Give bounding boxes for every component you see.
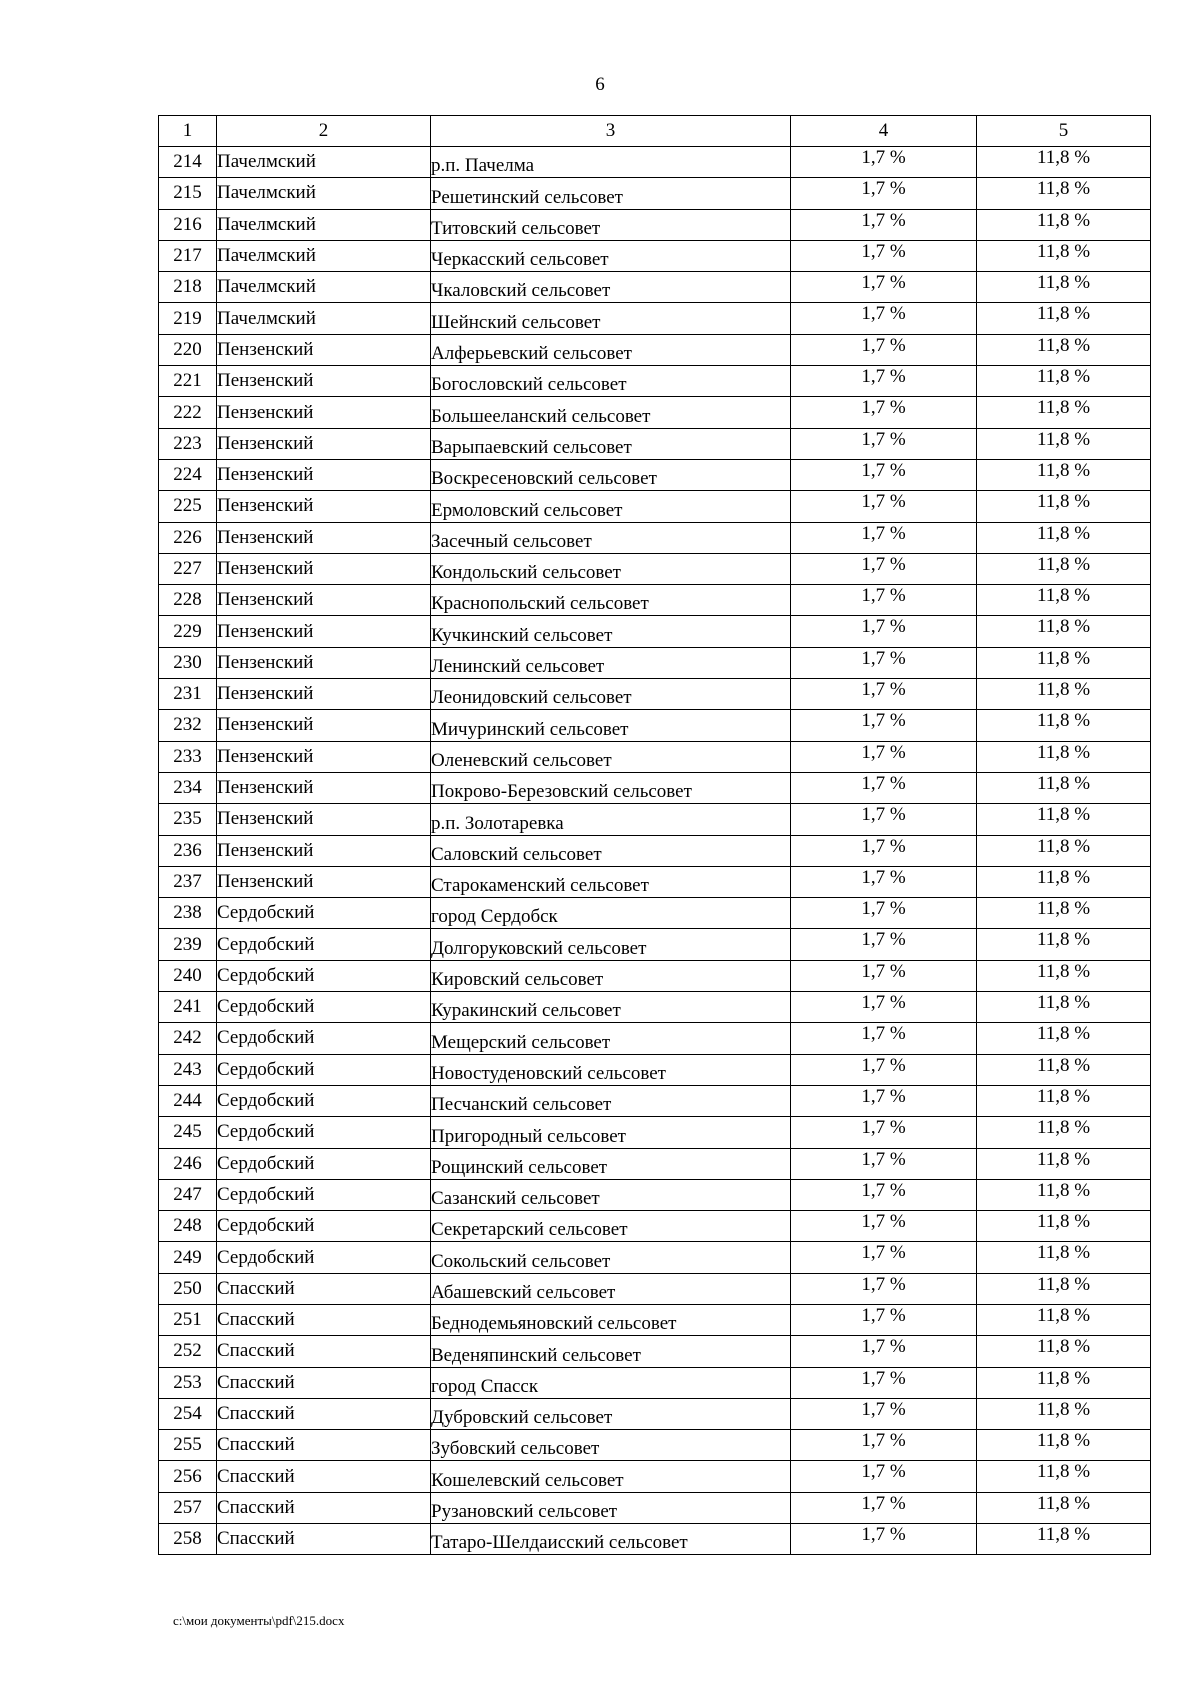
value-col-4: 1,7 % bbox=[791, 459, 977, 490]
value-col-5: 11,8 % bbox=[977, 1273, 1151, 1304]
row-number: 234 bbox=[159, 772, 217, 803]
row-number: 231 bbox=[159, 679, 217, 710]
district-cell: Пензенский bbox=[217, 428, 431, 459]
value-col-5: 11,8 % bbox=[977, 1304, 1151, 1335]
settlement-cell: Покрово-Березовский сельсовет bbox=[431, 772, 791, 803]
table-row bbox=[159, 647, 1151, 678]
settlement-cell: Сазанский сельсовет bbox=[431, 1179, 791, 1210]
row-number: 248 bbox=[159, 1211, 217, 1242]
settlement-cell: Варыпаевский сельсовет bbox=[431, 428, 791, 459]
district-cell: Сердобский bbox=[217, 992, 431, 1023]
value-col-5: 11,8 % bbox=[977, 272, 1151, 303]
row-number: 229 bbox=[159, 616, 217, 647]
row-number: 238 bbox=[159, 898, 217, 929]
value-col-4: 1,7 % bbox=[791, 1492, 977, 1523]
value-col-5: 11,8 % bbox=[977, 1179, 1151, 1210]
row-number: 258 bbox=[159, 1524, 217, 1555]
district-cell: Пензенский bbox=[217, 710, 431, 741]
value-col-5: 11,8 % bbox=[977, 147, 1151, 178]
settlement-cell: Сокольский сельсовет bbox=[431, 1242, 791, 1273]
table-row bbox=[159, 428, 1151, 459]
settlement-cell: Веденяпинский сельсовет bbox=[431, 1336, 791, 1367]
table-row bbox=[159, 1461, 1151, 1492]
header-col-2: 2 bbox=[217, 116, 431, 147]
row-number: 217 bbox=[159, 240, 217, 271]
settlement-cell: Богословский сельсовет bbox=[431, 366, 791, 397]
value-col-5: 11,8 % bbox=[977, 1054, 1151, 1085]
value-col-5: 11,8 % bbox=[977, 679, 1151, 710]
settlement-cell: Абашевский сельсовет bbox=[431, 1273, 791, 1304]
district-cell: Спасский bbox=[217, 1367, 431, 1398]
row-number: 250 bbox=[159, 1273, 217, 1304]
table-row bbox=[159, 1304, 1151, 1335]
district-cell: Спасский bbox=[217, 1524, 431, 1555]
settlement-cell: Засечный сельсовет bbox=[431, 522, 791, 553]
value-col-4: 1,7 % bbox=[791, 585, 977, 616]
table-row bbox=[159, 835, 1151, 866]
district-cell: Пензенский bbox=[217, 772, 431, 803]
table-row bbox=[159, 1336, 1151, 1367]
value-col-4: 1,7 % bbox=[791, 866, 977, 897]
value-col-4: 1,7 % bbox=[791, 1179, 977, 1210]
value-col-4: 1,7 % bbox=[791, 522, 977, 553]
district-cell: Сердобский bbox=[217, 898, 431, 929]
value-col-5: 11,8 % bbox=[977, 741, 1151, 772]
table-row bbox=[159, 679, 1151, 710]
value-col-5: 11,8 % bbox=[977, 710, 1151, 741]
row-number: 215 bbox=[159, 178, 217, 209]
row-number: 214 bbox=[159, 147, 217, 178]
row-number: 227 bbox=[159, 553, 217, 584]
table-row bbox=[159, 929, 1151, 960]
row-number: 253 bbox=[159, 1367, 217, 1398]
row-number: 221 bbox=[159, 366, 217, 397]
settlement-cell: Алферьевский сельсовет bbox=[431, 334, 791, 365]
table-row bbox=[159, 334, 1151, 365]
table-row bbox=[159, 898, 1151, 929]
district-cell: Спасский bbox=[217, 1273, 431, 1304]
district-cell: Сердобский bbox=[217, 1242, 431, 1273]
district-cell: Пензенский bbox=[217, 491, 431, 522]
settlement-cell: Мещерский сельсовет bbox=[431, 1023, 791, 1054]
value-col-5: 11,8 % bbox=[977, 960, 1151, 991]
row-number: 236 bbox=[159, 835, 217, 866]
district-cell: Сердобский bbox=[217, 1117, 431, 1148]
value-col-5: 11,8 % bbox=[977, 522, 1151, 553]
value-col-4: 1,7 % bbox=[791, 1242, 977, 1273]
value-col-5: 11,8 % bbox=[977, 1367, 1151, 1398]
value-col-4: 1,7 % bbox=[791, 1023, 977, 1054]
row-number: 257 bbox=[159, 1492, 217, 1523]
settlement-cell: Оленевский сельсовет bbox=[431, 741, 791, 772]
table-row bbox=[159, 710, 1151, 741]
table-row bbox=[159, 1211, 1151, 1242]
settlement-cell: Большееланский сельсовет bbox=[431, 397, 791, 428]
value-col-5: 11,8 % bbox=[977, 240, 1151, 271]
settlement-cell: Черкасский сельсовет bbox=[431, 240, 791, 271]
value-col-4: 1,7 % bbox=[791, 366, 977, 397]
value-col-5: 11,8 % bbox=[977, 1211, 1151, 1242]
value-col-4: 1,7 % bbox=[791, 209, 977, 240]
settlement-cell: Беднодемьяновский сельсовет bbox=[431, 1304, 791, 1335]
table-row bbox=[159, 1430, 1151, 1461]
table-row bbox=[159, 147, 1151, 178]
value-col-5: 11,8 % bbox=[977, 647, 1151, 678]
header-col-4: 4 bbox=[791, 116, 977, 147]
district-cell: Пензенский bbox=[217, 647, 431, 678]
district-cell: Спасский bbox=[217, 1430, 431, 1461]
table-row bbox=[159, 992, 1151, 1023]
district-cell: Сердобский bbox=[217, 1211, 431, 1242]
row-number: 245 bbox=[159, 1117, 217, 1148]
value-col-4: 1,7 % bbox=[791, 1367, 977, 1398]
row-number: 256 bbox=[159, 1461, 217, 1492]
value-col-5: 11,8 % bbox=[977, 804, 1151, 835]
settlement-cell: город Спасск bbox=[431, 1367, 791, 1398]
row-number: 242 bbox=[159, 1023, 217, 1054]
settlement-cell: Ленинский сельсовет bbox=[431, 647, 791, 678]
settlement-cell: Титовский сельсовет bbox=[431, 209, 791, 240]
row-number: 252 bbox=[159, 1336, 217, 1367]
table-row bbox=[159, 240, 1151, 271]
table-row bbox=[159, 397, 1151, 428]
row-number: 254 bbox=[159, 1398, 217, 1429]
table-row bbox=[159, 1054, 1151, 1085]
district-cell: Спасский bbox=[217, 1304, 431, 1335]
table-row bbox=[159, 1117, 1151, 1148]
district-cell: Сердобский bbox=[217, 1054, 431, 1085]
table-row bbox=[159, 491, 1151, 522]
value-col-4: 1,7 % bbox=[791, 679, 977, 710]
district-cell: Пачелмский bbox=[217, 147, 431, 178]
row-number: 241 bbox=[159, 992, 217, 1023]
row-number: 239 bbox=[159, 929, 217, 960]
row-number: 222 bbox=[159, 397, 217, 428]
table-row bbox=[159, 1524, 1151, 1555]
value-col-5: 11,8 % bbox=[977, 866, 1151, 897]
value-col-4: 1,7 % bbox=[791, 1211, 977, 1242]
header-col-3: 3 bbox=[431, 116, 791, 147]
district-cell: Пачелмский bbox=[217, 272, 431, 303]
district-cell: Пензенский bbox=[217, 585, 431, 616]
settlement-cell: Краснопольский сельсовет bbox=[431, 585, 791, 616]
value-col-4: 1,7 % bbox=[791, 710, 977, 741]
header-col-1: 1 bbox=[159, 116, 217, 147]
district-cell: Пачелмский bbox=[217, 178, 431, 209]
value-col-4: 1,7 % bbox=[791, 1273, 977, 1304]
district-cell: Сердобский bbox=[217, 1148, 431, 1179]
value-col-4: 1,7 % bbox=[791, 1524, 977, 1555]
table-row bbox=[159, 1085, 1151, 1116]
district-cell: Пензенский bbox=[217, 679, 431, 710]
value-col-5: 11,8 % bbox=[977, 835, 1151, 866]
value-col-5: 11,8 % bbox=[977, 1023, 1151, 1054]
table-row bbox=[159, 553, 1151, 584]
row-number: 220 bbox=[159, 334, 217, 365]
settlement-cell: Леонидовский сельсовет bbox=[431, 679, 791, 710]
value-col-4: 1,7 % bbox=[791, 1430, 977, 1461]
settlement-cell: Кондольский сельсовет bbox=[431, 553, 791, 584]
table-body bbox=[159, 147, 1151, 1555]
table-row bbox=[159, 178, 1151, 209]
value-col-4: 1,7 % bbox=[791, 647, 977, 678]
value-col-5: 11,8 % bbox=[977, 1492, 1151, 1523]
settlement-cell: Зубовский сельсовет bbox=[431, 1430, 791, 1461]
value-col-4: 1,7 % bbox=[791, 1336, 977, 1367]
header-row bbox=[159, 116, 1151, 147]
value-col-5: 11,8 % bbox=[977, 1461, 1151, 1492]
table-row bbox=[159, 303, 1151, 334]
row-number: 228 bbox=[159, 585, 217, 616]
district-cell: Пензенский bbox=[217, 459, 431, 490]
value-col-5: 11,8 % bbox=[977, 1117, 1151, 1148]
district-cell: Спасский bbox=[217, 1492, 431, 1523]
value-col-4: 1,7 % bbox=[791, 334, 977, 365]
value-col-5: 11,8 % bbox=[977, 772, 1151, 803]
row-number: 246 bbox=[159, 1148, 217, 1179]
value-col-4: 1,7 % bbox=[791, 804, 977, 835]
district-cell: Сердобский bbox=[217, 1085, 431, 1116]
value-col-4: 1,7 % bbox=[791, 929, 977, 960]
settlement-cell: Воскресеновский сельсовет bbox=[431, 459, 791, 490]
value-col-5: 11,8 % bbox=[977, 491, 1151, 522]
table-row bbox=[159, 741, 1151, 772]
district-cell: Сердобский bbox=[217, 1023, 431, 1054]
settlement-cell: Песчанский сельсовет bbox=[431, 1085, 791, 1116]
district-cell: Сердобский bbox=[217, 1179, 431, 1210]
value-col-5: 11,8 % bbox=[977, 1085, 1151, 1116]
value-col-5: 11,8 % bbox=[977, 1524, 1151, 1555]
row-number: 223 bbox=[159, 428, 217, 459]
settlement-cell: Куракинский сельсовет bbox=[431, 992, 791, 1023]
district-cell: Спасский bbox=[217, 1398, 431, 1429]
row-number: 237 bbox=[159, 866, 217, 897]
settlement-cell: Мичуринский сельсовет bbox=[431, 710, 791, 741]
value-col-4: 1,7 % bbox=[791, 1117, 977, 1148]
table-row bbox=[159, 1273, 1151, 1304]
district-cell: Пензенский bbox=[217, 553, 431, 584]
settlement-cell: Дубровский сельсовет bbox=[431, 1398, 791, 1429]
table-row bbox=[159, 1492, 1151, 1523]
value-col-5: 11,8 % bbox=[977, 459, 1151, 490]
settlement-cell: Кировский сельсовет bbox=[431, 960, 791, 991]
table-row bbox=[159, 1023, 1151, 1054]
row-number: 240 bbox=[159, 960, 217, 991]
row-number: 247 bbox=[159, 1179, 217, 1210]
district-cell: Спасский bbox=[217, 1336, 431, 1367]
settlement-cell: Новостуденовский сельсовет bbox=[431, 1054, 791, 1085]
value-col-4: 1,7 % bbox=[791, 1148, 977, 1179]
table-row bbox=[159, 585, 1151, 616]
value-col-4: 1,7 % bbox=[791, 835, 977, 866]
row-number: 226 bbox=[159, 522, 217, 553]
value-col-4: 1,7 % bbox=[791, 428, 977, 459]
value-col-5: 11,8 % bbox=[977, 303, 1151, 334]
value-col-5: 11,8 % bbox=[977, 397, 1151, 428]
table-row bbox=[159, 1367, 1151, 1398]
district-cell: Пензенский bbox=[217, 616, 431, 647]
district-cell: Пачелмский bbox=[217, 303, 431, 334]
district-cell: Пензенский bbox=[217, 334, 431, 365]
value-col-4: 1,7 % bbox=[791, 303, 977, 334]
district-cell: Пензенский bbox=[217, 741, 431, 772]
row-number: 225 bbox=[159, 491, 217, 522]
table-row bbox=[159, 209, 1151, 240]
table-row bbox=[159, 1179, 1151, 1210]
value-col-4: 1,7 % bbox=[791, 741, 977, 772]
settlement-cell: Саловский сельсовет bbox=[431, 835, 791, 866]
district-cell: Пензенский bbox=[217, 522, 431, 553]
value-col-5: 11,8 % bbox=[977, 1430, 1151, 1461]
value-col-5: 11,8 % bbox=[977, 1398, 1151, 1429]
data-table bbox=[158, 115, 1151, 1555]
table-row bbox=[159, 616, 1151, 647]
settlement-cell: Рощинский сельсовет bbox=[431, 1148, 791, 1179]
value-col-5: 11,8 % bbox=[977, 1336, 1151, 1367]
row-number: 243 bbox=[159, 1054, 217, 1085]
district-cell: Пензенский bbox=[217, 804, 431, 835]
settlement-cell: Решетинский сельсовет bbox=[431, 178, 791, 209]
row-number: 249 bbox=[159, 1242, 217, 1273]
table-row bbox=[159, 1398, 1151, 1429]
row-number: 235 bbox=[159, 804, 217, 835]
value-col-5: 11,8 % bbox=[977, 209, 1151, 240]
table-row bbox=[159, 272, 1151, 303]
value-col-4: 1,7 % bbox=[791, 553, 977, 584]
value-col-5: 11,8 % bbox=[977, 1148, 1151, 1179]
district-cell: Пензенский bbox=[217, 366, 431, 397]
value-col-5: 11,8 % bbox=[977, 1242, 1151, 1273]
page-number: 6 bbox=[595, 74, 605, 95]
value-col-4: 1,7 % bbox=[791, 1398, 977, 1429]
row-number: 244 bbox=[159, 1085, 217, 1116]
value-col-4: 1,7 % bbox=[791, 272, 977, 303]
district-cell: Сердобский bbox=[217, 960, 431, 991]
table-header bbox=[159, 116, 1151, 147]
row-number: 255 bbox=[159, 1430, 217, 1461]
row-number: 216 bbox=[159, 209, 217, 240]
value-col-5: 11,8 % bbox=[977, 553, 1151, 584]
value-col-4: 1,7 % bbox=[791, 178, 977, 209]
table-row bbox=[159, 366, 1151, 397]
value-col-5: 11,8 % bbox=[977, 898, 1151, 929]
value-col-4: 1,7 % bbox=[791, 960, 977, 991]
settlement-cell: р.п. Золотаревка bbox=[431, 804, 791, 835]
value-col-4: 1,7 % bbox=[791, 1304, 977, 1335]
value-col-4: 1,7 % bbox=[791, 616, 977, 647]
settlement-cell: Пригородный сельсовет bbox=[431, 1117, 791, 1148]
row-number: 233 bbox=[159, 741, 217, 772]
table-row bbox=[159, 866, 1151, 897]
value-col-5: 11,8 % bbox=[977, 992, 1151, 1023]
table-row bbox=[159, 1148, 1151, 1179]
district-cell: Пачелмский bbox=[217, 209, 431, 240]
header-col-5: 5 bbox=[977, 116, 1151, 147]
table-row bbox=[159, 960, 1151, 991]
row-number: 219 bbox=[159, 303, 217, 334]
value-col-4: 1,7 % bbox=[791, 491, 977, 522]
district-cell: Сердобский bbox=[217, 929, 431, 960]
value-col-4: 1,7 % bbox=[791, 1054, 977, 1085]
value-col-5: 11,8 % bbox=[977, 929, 1151, 960]
value-col-5: 11,8 % bbox=[977, 616, 1151, 647]
settlement-cell: город Сердобск bbox=[431, 898, 791, 929]
settlement-cell: р.п. Пачелма bbox=[431, 147, 791, 178]
row-number: 230 bbox=[159, 647, 217, 678]
value-col-4: 1,7 % bbox=[791, 240, 977, 271]
settlement-cell: Рузановский сельсовет bbox=[431, 1492, 791, 1523]
value-col-4: 1,7 % bbox=[791, 397, 977, 428]
value-col-4: 1,7 % bbox=[791, 1461, 977, 1492]
value-col-5: 11,8 % bbox=[977, 334, 1151, 365]
value-col-5: 11,8 % bbox=[977, 585, 1151, 616]
district-cell: Пензенский bbox=[217, 866, 431, 897]
district-cell: Пензенский bbox=[217, 835, 431, 866]
settlement-cell: Кучкинский сельсовет bbox=[431, 616, 791, 647]
value-col-4: 1,7 % bbox=[791, 1085, 977, 1116]
settlement-cell: Старокаменский сельсовет bbox=[431, 866, 791, 897]
settlement-cell: Кошелевский сельсовет bbox=[431, 1461, 791, 1492]
value-col-5: 11,8 % bbox=[977, 366, 1151, 397]
settlement-cell: Секретарский сельсовет bbox=[431, 1211, 791, 1242]
value-col-5: 11,8 % bbox=[977, 428, 1151, 459]
row-number: 232 bbox=[159, 710, 217, 741]
value-col-4: 1,7 % bbox=[791, 898, 977, 929]
row-number: 218 bbox=[159, 272, 217, 303]
settlement-cell: Шейнский сельсовет bbox=[431, 303, 791, 334]
value-col-4: 1,7 % bbox=[791, 147, 977, 178]
footer-file-path: c:\мои документы\pdf\215.docx bbox=[173, 1613, 345, 1628]
district-cell: Пензенский bbox=[217, 397, 431, 428]
settlement-cell: Долгоруковский сельсовет bbox=[431, 929, 791, 960]
row-number: 224 bbox=[159, 459, 217, 490]
value-col-4: 1,7 % bbox=[791, 772, 977, 803]
value-col-5: 11,8 % bbox=[977, 178, 1151, 209]
value-col-4: 1,7 % bbox=[791, 992, 977, 1023]
row-number: 251 bbox=[159, 1304, 217, 1335]
table-row bbox=[159, 522, 1151, 553]
district-cell: Спасский bbox=[217, 1461, 431, 1492]
table-row bbox=[159, 804, 1151, 835]
settlement-cell: Татаро-Шелдаисский сельсовет bbox=[431, 1524, 791, 1555]
district-cell: Пачелмский bbox=[217, 240, 431, 271]
table-row bbox=[159, 1242, 1151, 1273]
settlement-cell: Ермоловский сельсовет bbox=[431, 491, 791, 522]
settlement-cell: Чкаловский сельсовет bbox=[431, 272, 791, 303]
table-row bbox=[159, 772, 1151, 803]
table-row bbox=[159, 459, 1151, 490]
